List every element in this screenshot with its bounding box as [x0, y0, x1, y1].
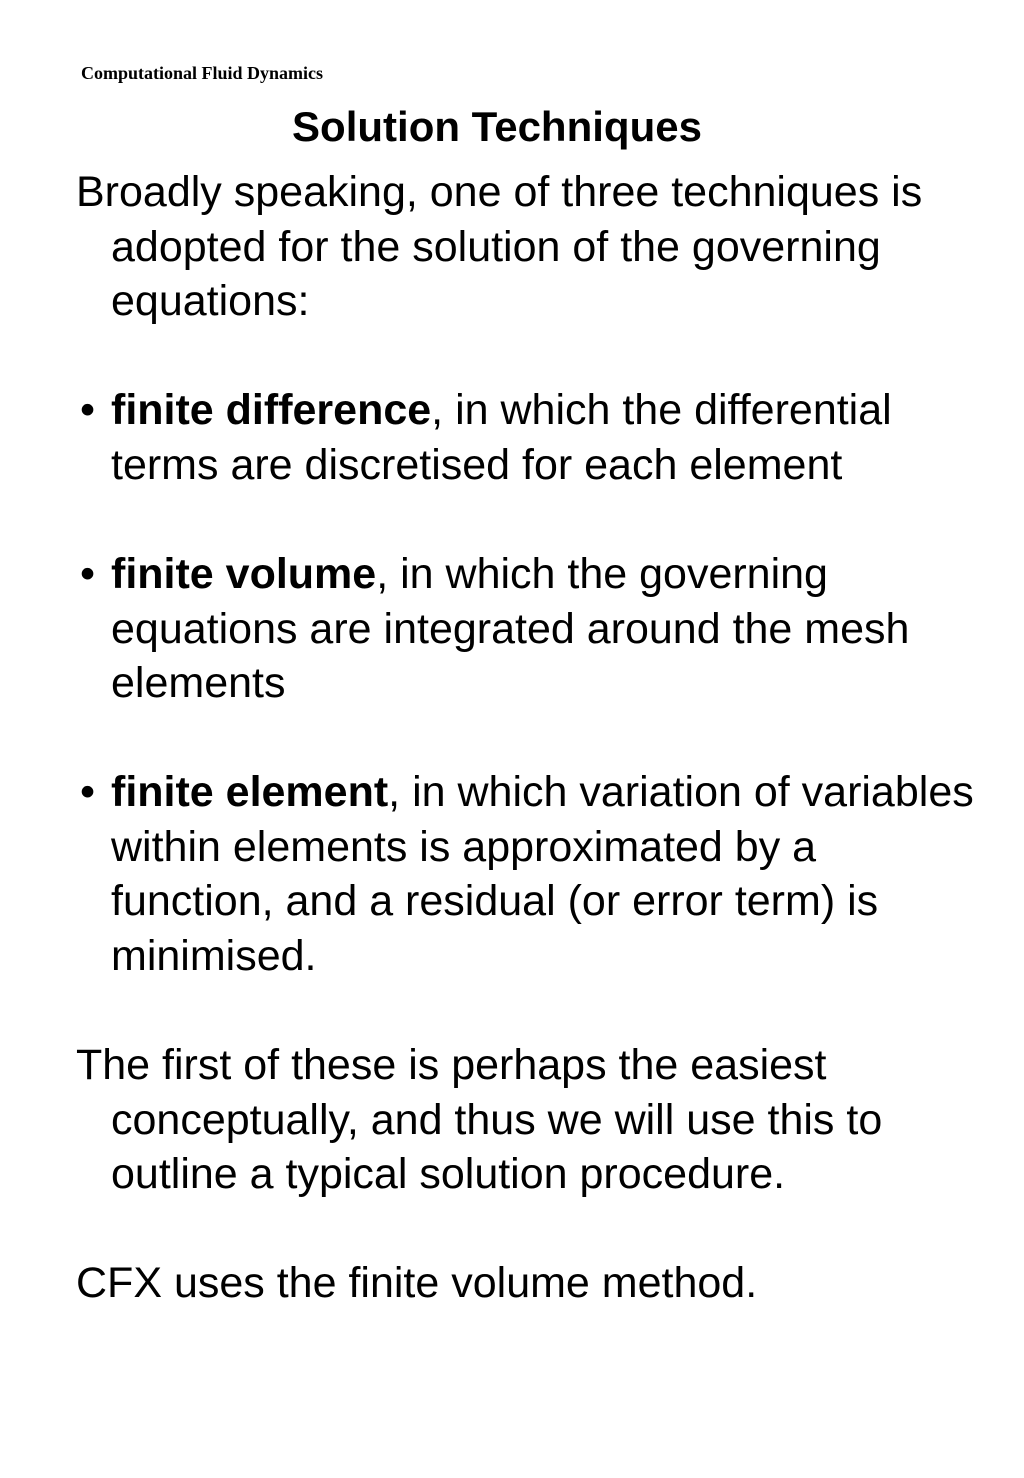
bullet-item-finite-element: [76, 765, 986, 983]
bullet-icon: •: [80, 550, 96, 598]
intro-paragraph: Broadly speaking, one of three techniques is adopted for the solution of the governing equations:: [76, 168, 923, 325]
bullet-term: finite difference: [111, 386, 432, 434]
bullet-text: , in which the governing equations are integrated around the mesh elements: [111, 550, 910, 707]
bullet-icon: •: [80, 386, 96, 434]
summary-paragraph: The first of these is perhaps the easiest conceptually, and thus we will use this to outline a typical solution procedure.: [76, 1041, 883, 1198]
bullet-icon: •: [80, 768, 96, 816]
running-header: Computational Fluid Dynamics: [81, 63, 324, 83]
bullet-item-finite-volume: [76, 547, 986, 711]
bullet-term: finite volume: [111, 550, 377, 598]
bullet-text: , in which variation of variables within elements is approximated by a function, and a residual (or error term) is minimised.: [111, 768, 974, 980]
cfx-paragraph: CFX uses the finite volume method.: [76, 1259, 758, 1307]
bullet-text: , in which the differential terms are discretised for each element: [111, 386, 892, 489]
bullet-item-finite-difference: [76, 383, 986, 492]
page-title: Solution Techniques: [292, 103, 702, 150]
bullet-term: finite element: [111, 768, 389, 816]
